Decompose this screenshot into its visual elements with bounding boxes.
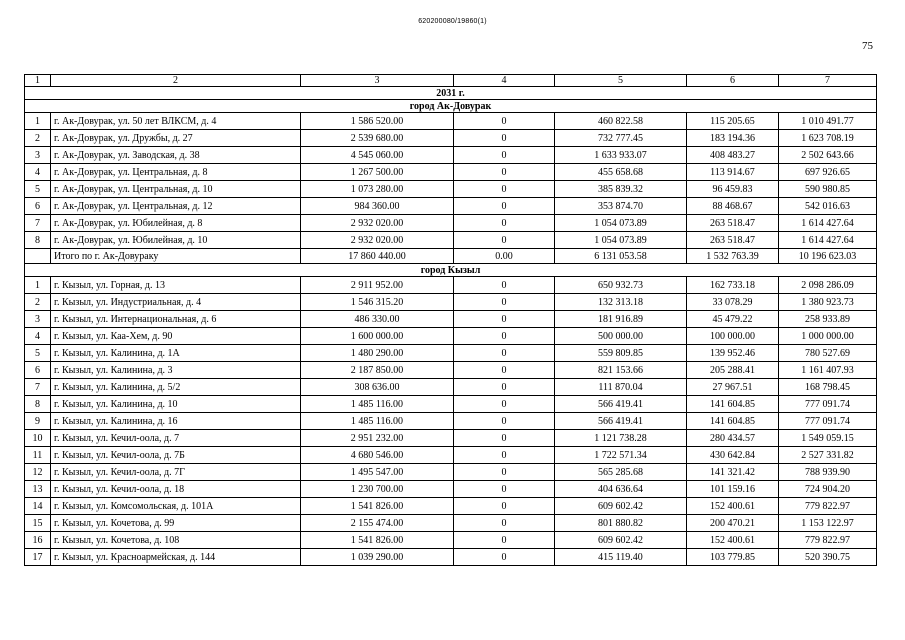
municipal-budget-cell: 183 194.36 [687,130,779,147]
address-cell: г. Ак-Довурак, ул. Заводская, д. 38 [51,147,301,164]
region-budget-cell: 565 285.68 [555,464,687,481]
row-number-cell: 4 [25,164,51,181]
region-budget-cell: 1 054 073.89 [555,215,687,232]
address-cell: г. Кызыл, ул. Красноармейская, д. 144 [51,549,301,566]
owners-funds-cell: 780 527.69 [779,345,877,362]
region-budget-cell: 732 777.45 [555,130,687,147]
total-cost-cell: 2 951 232.00 [301,430,454,447]
total-cost-cell: 1 546 315.20 [301,294,454,311]
table-row [25,430,877,447]
year-row [25,87,877,100]
address-cell: г. Кызыл, ул. Кочетова, д. 99 [51,515,301,532]
address-cell: г. Ак-Довурак, ул. Юбилейная, д. 8 [51,215,301,232]
owners-funds-cell: 724 904.20 [779,481,877,498]
fund-share-cell: 0 [454,147,555,164]
municipal-budget-cell: 141 604.85 [687,396,779,413]
municipal-budget-cell: 430 642.84 [687,447,779,464]
fund-share-cell: 0 [454,232,555,249]
city-heading: город Кызыл [25,264,877,277]
fund-share-cell: 0 [454,164,555,181]
table-row [25,215,877,232]
address-cell: г. Кызыл, ул. Калинина, д. 16 [51,413,301,430]
owners-funds-cell: 1 153 122.97 [779,515,877,532]
fund-share-cell: 0 [454,396,555,413]
table-row [25,294,877,311]
region-budget-cell: 385 839.32 [555,181,687,198]
address-cell: г. Ак-Довурак, ул. 50 лет ВЛКСМ, д. 4 [51,113,301,130]
column-number-row [25,75,877,87]
municipal-budget-cell: 139 952.46 [687,345,779,362]
row-number-cell: 16 [25,532,51,549]
fund-share-cell: 0 [454,532,555,549]
owners-funds-cell: 1 623 708.19 [779,130,877,147]
region-budget-cell: 500 000.00 [555,328,687,345]
municipal-budget-cell: 115 205.65 [687,113,779,130]
row-number-cell: 10 [25,430,51,447]
municipal-budget-cell: 27 967.51 [687,379,779,396]
table-row [25,328,877,345]
total-cost-cell: 1 485 116.00 [301,396,454,413]
column-header: 3 [301,75,454,87]
address-cell: г. Ак-Довурак, ул. Дружбы, д. 27 [51,130,301,147]
row-number-cell: 5 [25,345,51,362]
region-budget-cell: 566 419.41 [555,413,687,430]
table-row [25,311,877,328]
municipal-budget-cell: 141 321.42 [687,464,779,481]
fund-share-cell: 0 [454,181,555,198]
municipal-budget-cell: 263 518.47 [687,215,779,232]
table-row [25,198,877,215]
owners-funds-cell: 2 098 286.09 [779,277,877,294]
table-row [25,164,877,181]
column-header: 6 [687,75,779,87]
region-budget-cell: 111 870.04 [555,379,687,396]
row-number-cell: 15 [25,515,51,532]
municipal-budget-cell: 152 400.61 [687,532,779,549]
address-cell: г. Кызыл, ул. Калинина, д. 10 [51,396,301,413]
row-number-cell: 3 [25,311,51,328]
region-budget-cell: 609 602.42 [555,532,687,549]
total-cost-cell: 308 636.00 [301,379,454,396]
total-total-cost-cell: 17 860 440.00 [301,249,454,264]
address-cell: г. Кызыл, ул. Интернациональная, д. 6 [51,311,301,328]
municipal-budget-cell: 280 434.57 [687,430,779,447]
municipal-budget-cell: 96 459.83 [687,181,779,198]
fund-share-cell: 0 [454,430,555,447]
total-cost-cell: 1 541 826.00 [301,532,454,549]
total-cost-cell: 2 911 952.00 [301,277,454,294]
owners-funds-cell: 697 926.65 [779,164,877,181]
row-number-cell: 2 [25,294,51,311]
owners-funds-cell: 1 614 427.64 [779,215,877,232]
municipal-budget-cell: 113 914.67 [687,164,779,181]
table-row [25,277,877,294]
municipal-budget-cell: 162 733.18 [687,277,779,294]
fund-share-cell: 0 [454,362,555,379]
region-budget-cell: 650 932.73 [555,277,687,294]
owners-funds-cell: 788 939.90 [779,464,877,481]
fund-share-cell: 0 [454,215,555,232]
region-budget-cell: 181 916.89 [555,311,687,328]
table-row [25,232,877,249]
total-cost-cell: 4 545 060.00 [301,147,454,164]
total-fund-share-cell: 0.00 [454,249,555,264]
owners-funds-cell: 590 980.85 [779,181,877,198]
row-number-cell: 17 [25,549,51,566]
total-cost-cell: 1 073 280.00 [301,181,454,198]
address-cell: г. Кызыл, ул. Индустриальная, д. 4 [51,294,301,311]
address-cell: г. Кызыл, ул. Калинина, д. 3 [51,362,301,379]
fund-share-cell: 0 [454,498,555,515]
table-row [25,181,877,198]
row-number-cell: 6 [25,198,51,215]
table-row [25,481,877,498]
year-heading: 2031 г. [25,87,877,100]
total-cost-cell: 2 932 020.00 [301,215,454,232]
total-cost-cell: 2 932 020.00 [301,232,454,249]
total-cost-cell: 2 187 850.00 [301,362,454,379]
address-cell: г. Кызыл, ул. Кочетова, д. 108 [51,532,301,549]
municipal-budget-cell: 100 000.00 [687,328,779,345]
table-row [25,413,877,430]
total-row [25,249,877,264]
municipal-budget-cell: 103 779.85 [687,549,779,566]
address-cell: г. Ак-Довурак, ул. Юбилейная, д. 10 [51,232,301,249]
address-cell: г. Кызыл, ул. Кечил-оола, д. 7Б [51,447,301,464]
region-budget-cell: 821 153.66 [555,362,687,379]
row-number-cell: 3 [25,147,51,164]
total-cost-cell: 2 539 680.00 [301,130,454,147]
row-number-cell: 1 [25,277,51,294]
address-cell: г. Кызыл, ул. Каа-Хем, д. 90 [51,328,301,345]
owners-funds-cell: 258 933.89 [779,311,877,328]
total-cost-cell: 1 485 116.00 [301,413,454,430]
owners-funds-cell: 777 091.74 [779,396,877,413]
region-budget-cell: 566 419.41 [555,396,687,413]
row-number-cell: 14 [25,498,51,515]
total-cost-cell: 1 600 000.00 [301,328,454,345]
table-row [25,396,877,413]
fund-share-cell: 0 [454,130,555,147]
total-address-cell: Итого по г. Ак-Довураку [51,249,301,264]
fund-share-cell: 0 [454,277,555,294]
table-row [25,515,877,532]
owners-funds-cell: 779 822.97 [779,498,877,515]
address-cell: г. Ак-Довурак, ул. Центральная, д. 10 [51,181,301,198]
municipal-budget-cell: 141 604.85 [687,413,779,430]
table-row [25,362,877,379]
total-cost-cell: 1 541 826.00 [301,498,454,515]
fund-share-cell: 0 [454,515,555,532]
owners-funds-cell: 1 000 000.00 [779,328,877,345]
total-municipal-budget-cell: 1 532 763.39 [687,249,779,264]
owners-funds-cell: 542 016.63 [779,198,877,215]
owners-funds-cell: 777 091.74 [779,413,877,430]
owners-funds-cell: 1 010 491.77 [779,113,877,130]
owners-funds-cell: 1 161 407.93 [779,362,877,379]
column-header: 4 [454,75,555,87]
region-budget-cell: 455 658.68 [555,164,687,181]
municipal-budget-cell: 33 078.29 [687,294,779,311]
region-budget-cell: 1 722 571.34 [555,447,687,464]
column-header: 5 [555,75,687,87]
table-row [25,532,877,549]
row-number-cell: 4 [25,328,51,345]
owners-funds-cell: 1 549 059.15 [779,430,877,447]
municipal-budget-cell: 200 470.21 [687,515,779,532]
total-cost-cell: 1 495 547.00 [301,464,454,481]
address-cell: г. Кызыл, ул. Комсомольская, д. 101А [51,498,301,515]
owners-funds-cell: 1 380 923.73 [779,294,877,311]
fund-share-cell: 0 [454,413,555,430]
region-budget-cell: 353 874.70 [555,198,687,215]
fund-share-cell: 0 [454,464,555,481]
address-cell: г. Кызыл, ул. Кечил-оола, д. 18 [51,481,301,498]
owners-funds-cell: 168 798.45 [779,379,877,396]
row-number-cell: 11 [25,447,51,464]
city-heading: город Ак-Довурак [25,100,877,113]
municipal-budget-cell: 205 288.41 [687,362,779,379]
fund-share-cell: 0 [454,294,555,311]
municipal-budget-cell: 88 468.67 [687,198,779,215]
owners-funds-cell: 779 822.97 [779,532,877,549]
fund-share-cell: 0 [454,345,555,362]
municipal-budget-cell: 101 159.16 [687,481,779,498]
row-number-cell: 5 [25,181,51,198]
total-owners-funds-cell: 10 196 623.03 [779,249,877,264]
total-cost-cell: 2 155 474.00 [301,515,454,532]
owners-funds-cell: 1 614 427.64 [779,232,877,249]
city-section-row [25,100,877,113]
total-cost-cell: 1 480 290.00 [301,345,454,362]
region-budget-cell: 1 121 738.28 [555,430,687,447]
fund-share-cell: 0 [454,379,555,396]
row-number-cell: 13 [25,481,51,498]
address-cell: г. Кызыл, ул. Кечил-оола, д. 7Г [51,464,301,481]
region-budget-cell: 801 880.82 [555,515,687,532]
table-row [25,345,877,362]
column-header: 1 [25,75,51,87]
row-number-cell: 8 [25,232,51,249]
fund-share-cell: 0 [454,549,555,566]
fund-share-cell: 0 [454,198,555,215]
fund-share-cell: 0 [454,311,555,328]
table-row [25,379,877,396]
owners-funds-cell: 2 527 331.82 [779,447,877,464]
table-row [25,147,877,164]
row-number-cell: 8 [25,396,51,413]
municipal-budget-cell: 152 400.61 [687,498,779,515]
region-budget-cell: 609 602.42 [555,498,687,515]
address-cell: г. Ак-Довурак, ул. Центральная, д. 12 [51,198,301,215]
page-number: 75 [862,40,873,52]
region-budget-cell: 1 633 933.07 [555,147,687,164]
table-row [25,130,877,147]
region-budget-cell: 559 809.85 [555,345,687,362]
total-region-budget-cell: 6 131 053.58 [555,249,687,264]
housing-repair-table [24,74,877,566]
row-number-cell: 7 [25,215,51,232]
address-cell: г. Кызыл, ул. Кечил-оола, д. 7 [51,430,301,447]
owners-funds-cell: 520 390.75 [779,549,877,566]
municipal-budget-cell: 45 479.22 [687,311,779,328]
fund-share-cell: 0 [454,481,555,498]
table-row [25,549,877,566]
row-number-cell: 12 [25,464,51,481]
total-cost-cell: 486 330.00 [301,311,454,328]
municipal-budget-cell: 263 518.47 [687,232,779,249]
region-budget-cell: 460 822.58 [555,113,687,130]
total-cost-cell: 1 230 700.00 [301,481,454,498]
region-budget-cell: 404 636.64 [555,481,687,498]
city-section-row [25,264,877,277]
row-number-cell: 6 [25,362,51,379]
address-cell: г. Кызыл, ул. Калинина, д. 1А [51,345,301,362]
table-row [25,498,877,515]
table-row [25,113,877,130]
row-number-cell: 1 [25,113,51,130]
document-id: 620200080/19860(1) [418,18,487,25]
table-row [25,447,877,464]
total-cost-cell: 1 586 520.00 [301,113,454,130]
fund-share-cell: 0 [454,447,555,464]
total-row-number-cell [25,249,51,264]
region-budget-cell: 132 313.18 [555,294,687,311]
total-cost-cell: 4 680 546.00 [301,447,454,464]
table-row [25,464,877,481]
total-cost-cell: 984 360.00 [301,198,454,215]
address-cell: г. Ак-Довурак, ул. Центральная, д. 8 [51,164,301,181]
column-header: 2 [51,75,301,87]
fund-share-cell: 0 [454,113,555,130]
address-cell: г. Кызыл, ул. Горная, д. 13 [51,277,301,294]
fund-share-cell: 0 [454,328,555,345]
region-budget-cell: 1 054 073.89 [555,232,687,249]
region-budget-cell: 415 119.40 [555,549,687,566]
total-cost-cell: 1 267 500.00 [301,164,454,181]
column-header: 7 [779,75,877,87]
row-number-cell: 9 [25,413,51,430]
owners-funds-cell: 2 502 643.66 [779,147,877,164]
row-number-cell: 7 [25,379,51,396]
address-cell: г. Кызыл, ул. Калинина, д. 5/2 [51,379,301,396]
municipal-budget-cell: 408 483.27 [687,147,779,164]
row-number-cell: 2 [25,130,51,147]
total-cost-cell: 1 039 290.00 [301,549,454,566]
